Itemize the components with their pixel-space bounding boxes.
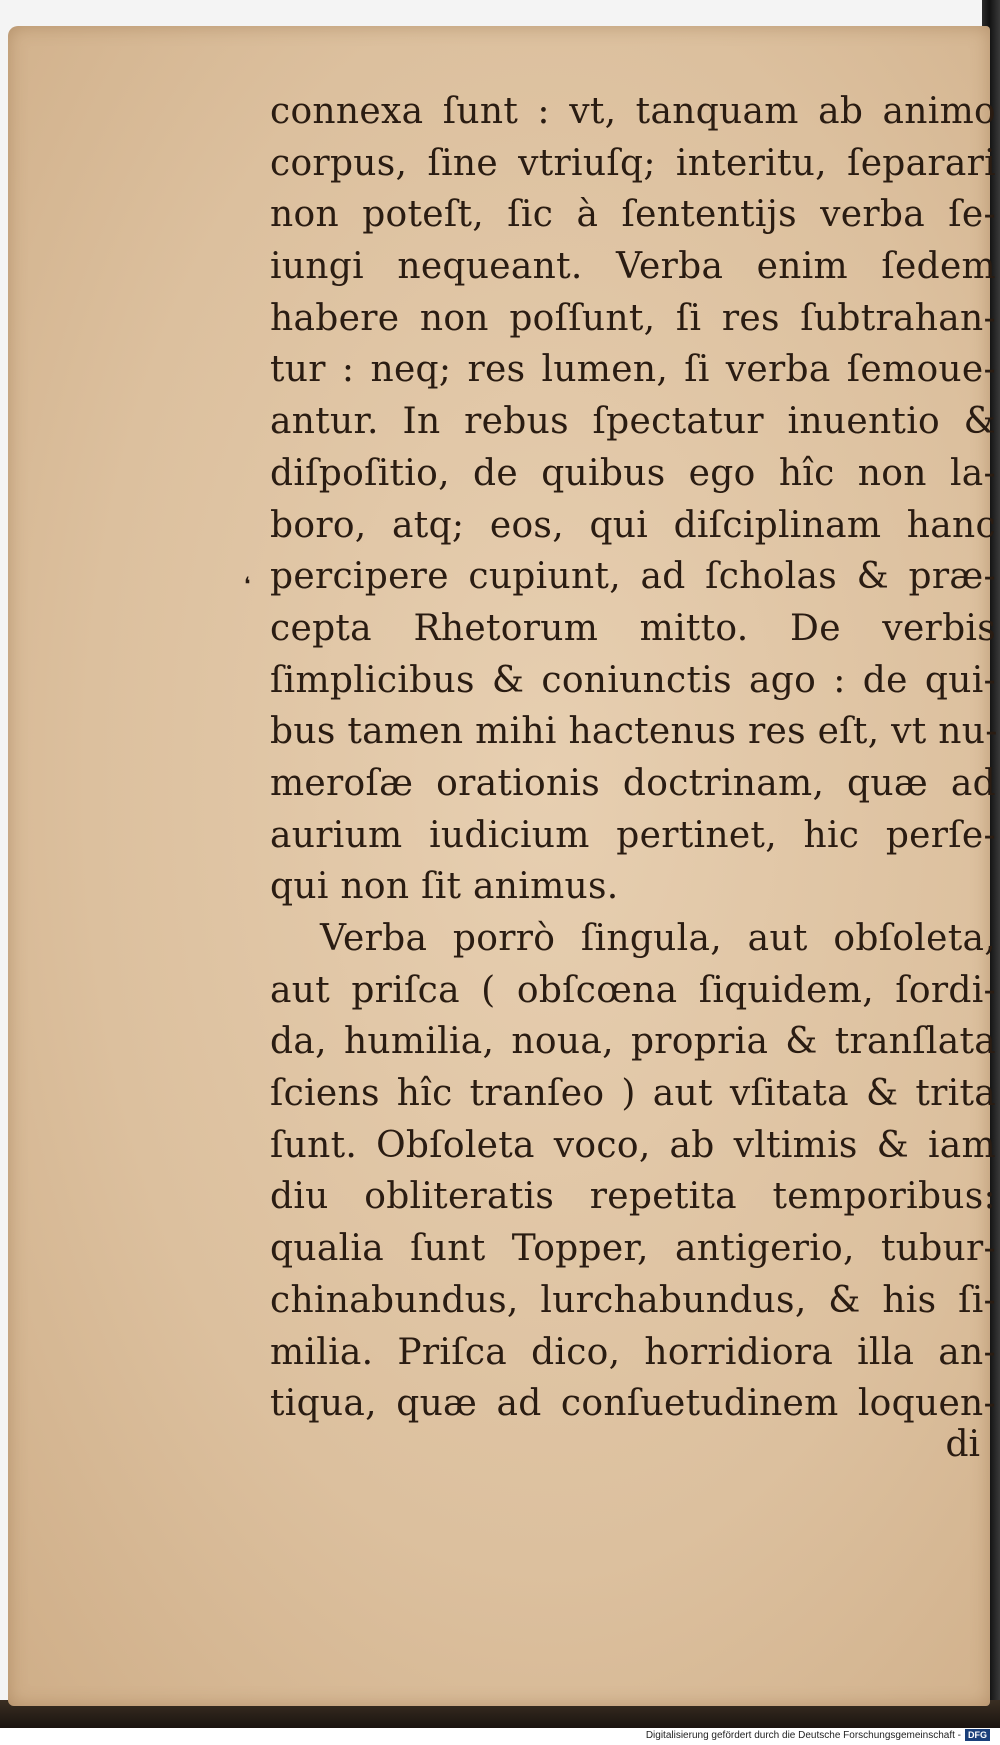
text-line: qui non ſit animus.	[270, 866, 619, 908]
text-line: habere non poſſunt, ſi res ſubtrahan-	[270, 297, 996, 339]
credit-text: Digitalisierung gefördert durch die Deutsche Forschungsgemeinschaft -	[645, 1729, 961, 1741]
text-line: tiqua, quæ ad conſuetudinem loquen-	[270, 1383, 996, 1425]
text-line: ſunt. Obſoleta voco, ab vltimis & iam	[270, 1124, 996, 1166]
text-line: connexa ſunt : vt, tanquam ab animo	[270, 91, 996, 132]
digitization-credit	[646, 1729, 990, 1741]
text-line: ſciens hîc tranſeo ) aut vſitata & trita	[270, 1073, 996, 1115]
page-text	[270, 86, 996, 1430]
text-line: aurium iudicium pertinet, hic perſe-	[270, 814, 996, 856]
text-line: aut priſca ( obſcœna ſiquidem, ſordi-	[270, 969, 996, 1011]
text-line: diſpoſitio, de quibus ego hîc non la-	[270, 452, 996, 494]
text-line: cepta Rhetorum mitto. De verbis	[270, 607, 996, 649]
text-line: milia. Priſca dico, horridiora illa an-	[270, 1331, 996, 1373]
text-line: iungi nequeant. Verba enim ſedem	[270, 246, 996, 288]
text-line: bus tamen mihi hactenus res eſt, vt nu-	[270, 711, 998, 753]
dfg-logo: DFG	[965, 1729, 990, 1741]
catchword: di	[945, 1424, 980, 1465]
book-page	[8, 26, 998, 1706]
text-line: da, humilia, noua, propria & tranſlata	[270, 1021, 996, 1063]
text-line: tur : neq; res lumen, ſi verba ſemoue-	[270, 349, 996, 391]
text-line: antur. In rebus ſpectatur inuentio &	[270, 401, 996, 443]
text-line: chinabundus, lurchabundus, & his ſi-	[270, 1279, 996, 1321]
text-line: percipere cupiunt, ad ſcholas & præ-	[270, 556, 996, 598]
text-line: diu obliteratis repetita temporibus:	[270, 1176, 996, 1218]
text-line: qualia ſunt Topper, antigerio, tubur-	[270, 1228, 996, 1270]
text-line: ſimplicibus & coniunctis ago : de qui-	[270, 659, 996, 701]
text-line: boro, atq; eos, qui diſciplinam hanc	[270, 504, 996, 546]
text-line: Verba porrò ſingula, aut obſoleta,	[320, 918, 996, 959]
text-line: meroſæ orationis doctrinam, quæ ad	[270, 762, 996, 804]
text-line: corpus, ſine vtriuſq; interitu, ſeparari	[270, 142, 996, 184]
text-line: non poteſt, ſic à ſententijs verba ſe-	[270, 194, 996, 236]
margin-mark: ❛	[244, 572, 251, 596]
